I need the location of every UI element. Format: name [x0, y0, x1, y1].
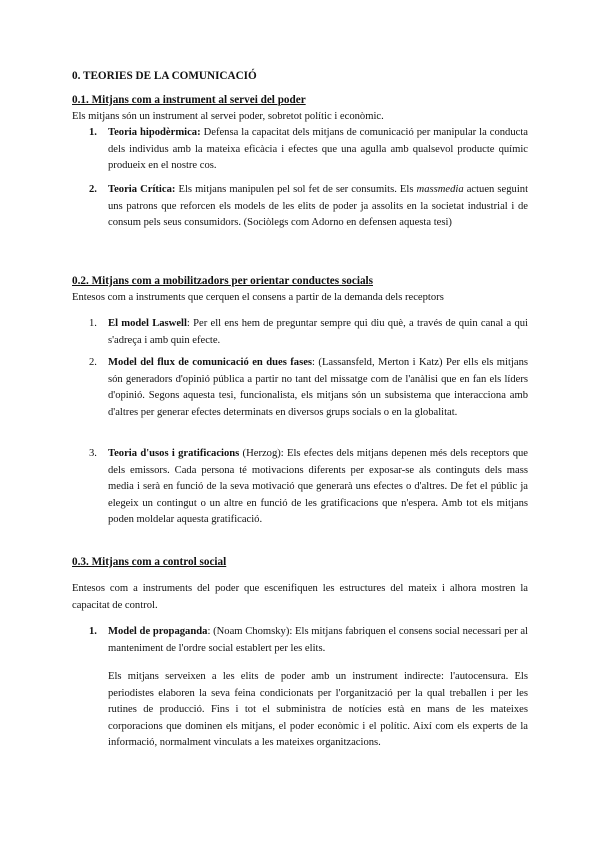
- item-term: Teoria hipodèrmica:: [108, 127, 201, 138]
- item-term: Teoria d'usos i gratificacions: [108, 448, 240, 459]
- item-text: Els mitjans manipulen pel sol fet de ser consumits. Els: [175, 184, 417, 195]
- list-number: 1.: [89, 626, 97, 637]
- item-term: Teoria Crítica:: [108, 184, 176, 195]
- list-item-teoria-hipodermica: [89, 125, 529, 175]
- item-emphasis: massmedia: [416, 184, 464, 195]
- section-heading-0-2: 0.2. Mitjans com a mobilitzadors per orientar conductes socials: [72, 275, 373, 287]
- section-heading-0-3: 0.3. Mitjans com a control social: [72, 556, 227, 568]
- list-item-model-propaganda: [89, 624, 528, 657]
- item-text: (Herzog): Els efectes dels mitjans depenen més dels receptors que dels emissors. Cada persona té motivacions diferents per exposar-se als continguts dels mass media i serà en funció de la seva motivació que generarà uns efectes o d'altres. De fet el públic ja elegeix un contingut o un altre en funció de les gratificacions que n'espera. Amb tot els mitjans poden moldelar aquesta gratificació.: [108, 448, 528, 526]
- list-number: 1.: [89, 127, 97, 138]
- list-number: 1.: [89, 318, 97, 329]
- section-intro-0-1: Els mitjans són un instrument al servei poder, sobretot polític i econòmic.: [72, 111, 384, 122]
- item-text: Defensa la capacitat dels mitjans de comunicació per manipular la conducta dels individus amb la mateixa eficàcia i efectes que una agulla amb qualsevol producte químic produeix en el nostre cos.: [108, 127, 529, 172]
- list-number: 3.: [89, 448, 97, 459]
- section-heading-0-1: 0.1. Mitjans com a instrument al servei del poder: [72, 94, 306, 106]
- list-item-usos-gratificacions: [89, 446, 528, 529]
- item-text: : Per ell ens hem de preguntar sempre qui diu què, a través de quin canal a qui s'adreça i amb quin efecte.: [108, 318, 528, 346]
- list-number: 2.: [89, 184, 97, 195]
- item-text: : (Lassansfeld, Merton i Katz) Per ells els mitjans són generadors d'opinió pública a partir no tant del missatge com de l'anàlisi que en fan els líders d'opinió. Segons aquesta tesi, funcionalista, els mitjans són un subsistema que interacciona amb d'altres per generar efectes determinats en diversos grups socials o en la globalitat.: [108, 357, 528, 418]
- item-term: Model de propaganda: [108, 626, 208, 637]
- item-term: Model del flux de comunicació en dues fases: [108, 357, 313, 368]
- document-title: 0. TEORIES DE LA COMUNICACIÓ: [72, 70, 257, 82]
- item-text-continued: actuen seguint uns patrons que reforcen els models de les elits de poder ja assolits en la societat industrial i de consum pels seus consumidors. (Sociòlegs com Adorno en defensen aquesta tesi): [108, 184, 529, 229]
- list-item-flux-comunicacio: [89, 355, 528, 421]
- item-paragraph-autocensura: Els mitjans serveixen a les elits de poder amb un instrument indirecte: l'autocensura. Els periodistes elaboren la seva feina condicionats per l'organització per la qual treballen i per les rutines de producció. Fins i tot el subministra de notícies està en mans de les mateixes corporacions que dominen els mitjans, el poder econòmic i el polític. Així com els experts de la informació, normalment vinculats a les mateixes organitzacions.: [108, 671, 528, 749]
- item-text: : (Noam Chomsky): Els mitjans fabriquen el consens social necessari per al manteniment de l'ordre social establert per les elits.: [108, 626, 528, 654]
- list-item-teoria-critica: [89, 182, 529, 232]
- item-term: El model Laswell: [108, 318, 187, 329]
- list-item-model-laswell: [89, 316, 528, 349]
- section-intro-0-3: Entesos com a instruments del poder que escenifiquen les estructures del mateix i alhora mostren la capacitat de control.: [72, 583, 528, 611]
- section-intro-0-2: Entesos com a instruments que cerquen el consens a partir de la demanda dels receptors: [72, 292, 444, 303]
- list-number: 2.: [89, 357, 97, 368]
